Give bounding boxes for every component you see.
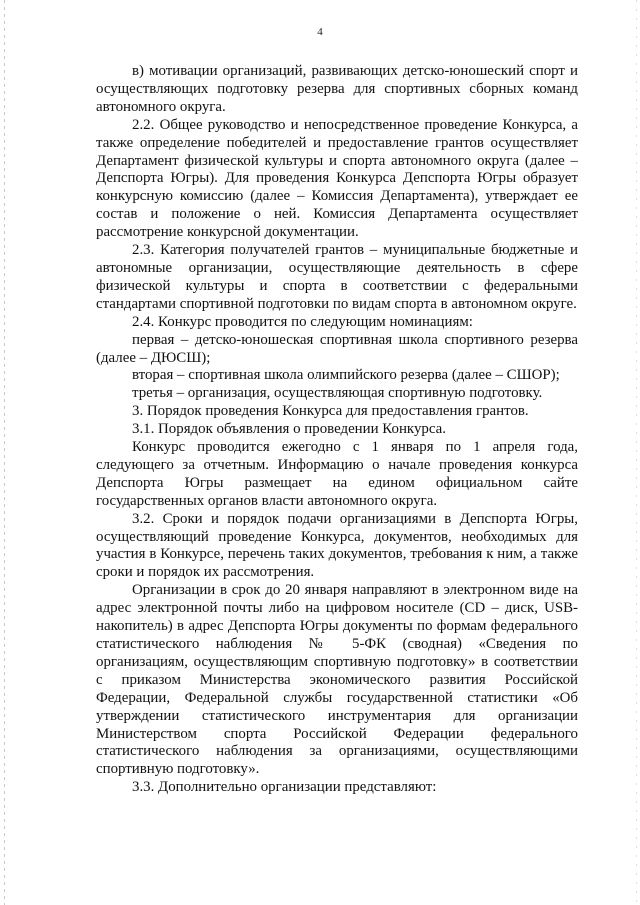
paragraph-contest-schedule: Конкурс проводится ежегодно с 1 января по 1 апреля года, следующего за отчетным. Информацию о начале проведения конкурса Депспорта Югры размещает на едином официальном сайте государственных органов власти автономного округа. bbox=[96, 439, 578, 509]
scan-edge-left bbox=[4, 0, 5, 905]
nomination-second: вторая – спортивная школа олимпийского резерва (далее – СШОР); bbox=[132, 367, 560, 384]
nomination-first: первая – детско-юношеская спортивная школа спортивного резерва (далее – ДЮСШ); bbox=[96, 331, 578, 366]
paragraph-motivation: в) мотивации организаций, развивающих детско-юношеский спорт и осуществляющих подготовку резерва для спортивных сборных команд автономного округа. bbox=[96, 63, 578, 115]
paragraph-submission: Организации в срок до 20 января направляют в электронном виде на адрес электронной почты либо на цифровом носителе (CD – диск, USB-накопитель) в адрес Депспорта Югры документы по формам федерального статистического наблюдения № 5-ФК (сводная) «Сведения по организациям, осуществляющим спортивную подготовку» в соответствии с приказом Министерства экономического развития Российской Федерации, Федеральной службы государственной статистики «Об утверждении статистического инструментария для организации Министерством спорта Российской Федерации федерального статистического наблюдения за организациями, осуществляющими спортивную подготовку». bbox=[96, 582, 578, 778]
nomination-third: третья – организация, осуществляющая спортивную подготовку. bbox=[132, 385, 543, 402]
scan-edge-right bbox=[636, 0, 637, 905]
paragraph-2-4: 2.4. Конкурс проводится по следующим номинациям: bbox=[132, 313, 473, 330]
paragraph-3-2: 3.2. Сроки и порядок подачи организациями в Депспорта Югры, осуществляющий проведение Конкурса, документов, необходимых для участия в Конкурсе, перечень таких документов, требования к ним, а также сроки и порядок их рассмотрения. bbox=[96, 510, 578, 581]
paragraph-2-3: 2.3. Категория получателей грантов – муниципальные бюджетные и автономные организации, осуществляющие деятельность в сфере физической культуры и спорта в соответствии с федеральными стандартами спортивной подготовки по видам спорта в автономном округе. bbox=[96, 242, 578, 312]
document-body bbox=[96, 63, 578, 797]
paragraph-3-3: 3.3. Дополнительно организации представляют: bbox=[132, 779, 437, 796]
section-3-heading: 3. Порядок проведения Конкурса для предоставления грантов. bbox=[132, 403, 529, 420]
paragraph-2-2: 2.2. Общее руководство и непосредственное проведение Конкурса, а также определение победителей и предоставление грантов осуществляет Департамент физической культуры и спорта автономного округа (далее – Депспорта Югры). Для проведения Конкурса Депспорта Югры образует конкурсную комиссию (далее – Комиссия Департамента), утверждает ее состав и положение о ней. Комиссия Департамента осуществляет рассмотрение конкурсной документации. bbox=[96, 116, 578, 241]
paragraph-3-1: 3.1. Порядок объявления о проведении Конкурса. bbox=[132, 421, 446, 438]
page-number: 4 bbox=[317, 26, 323, 38]
